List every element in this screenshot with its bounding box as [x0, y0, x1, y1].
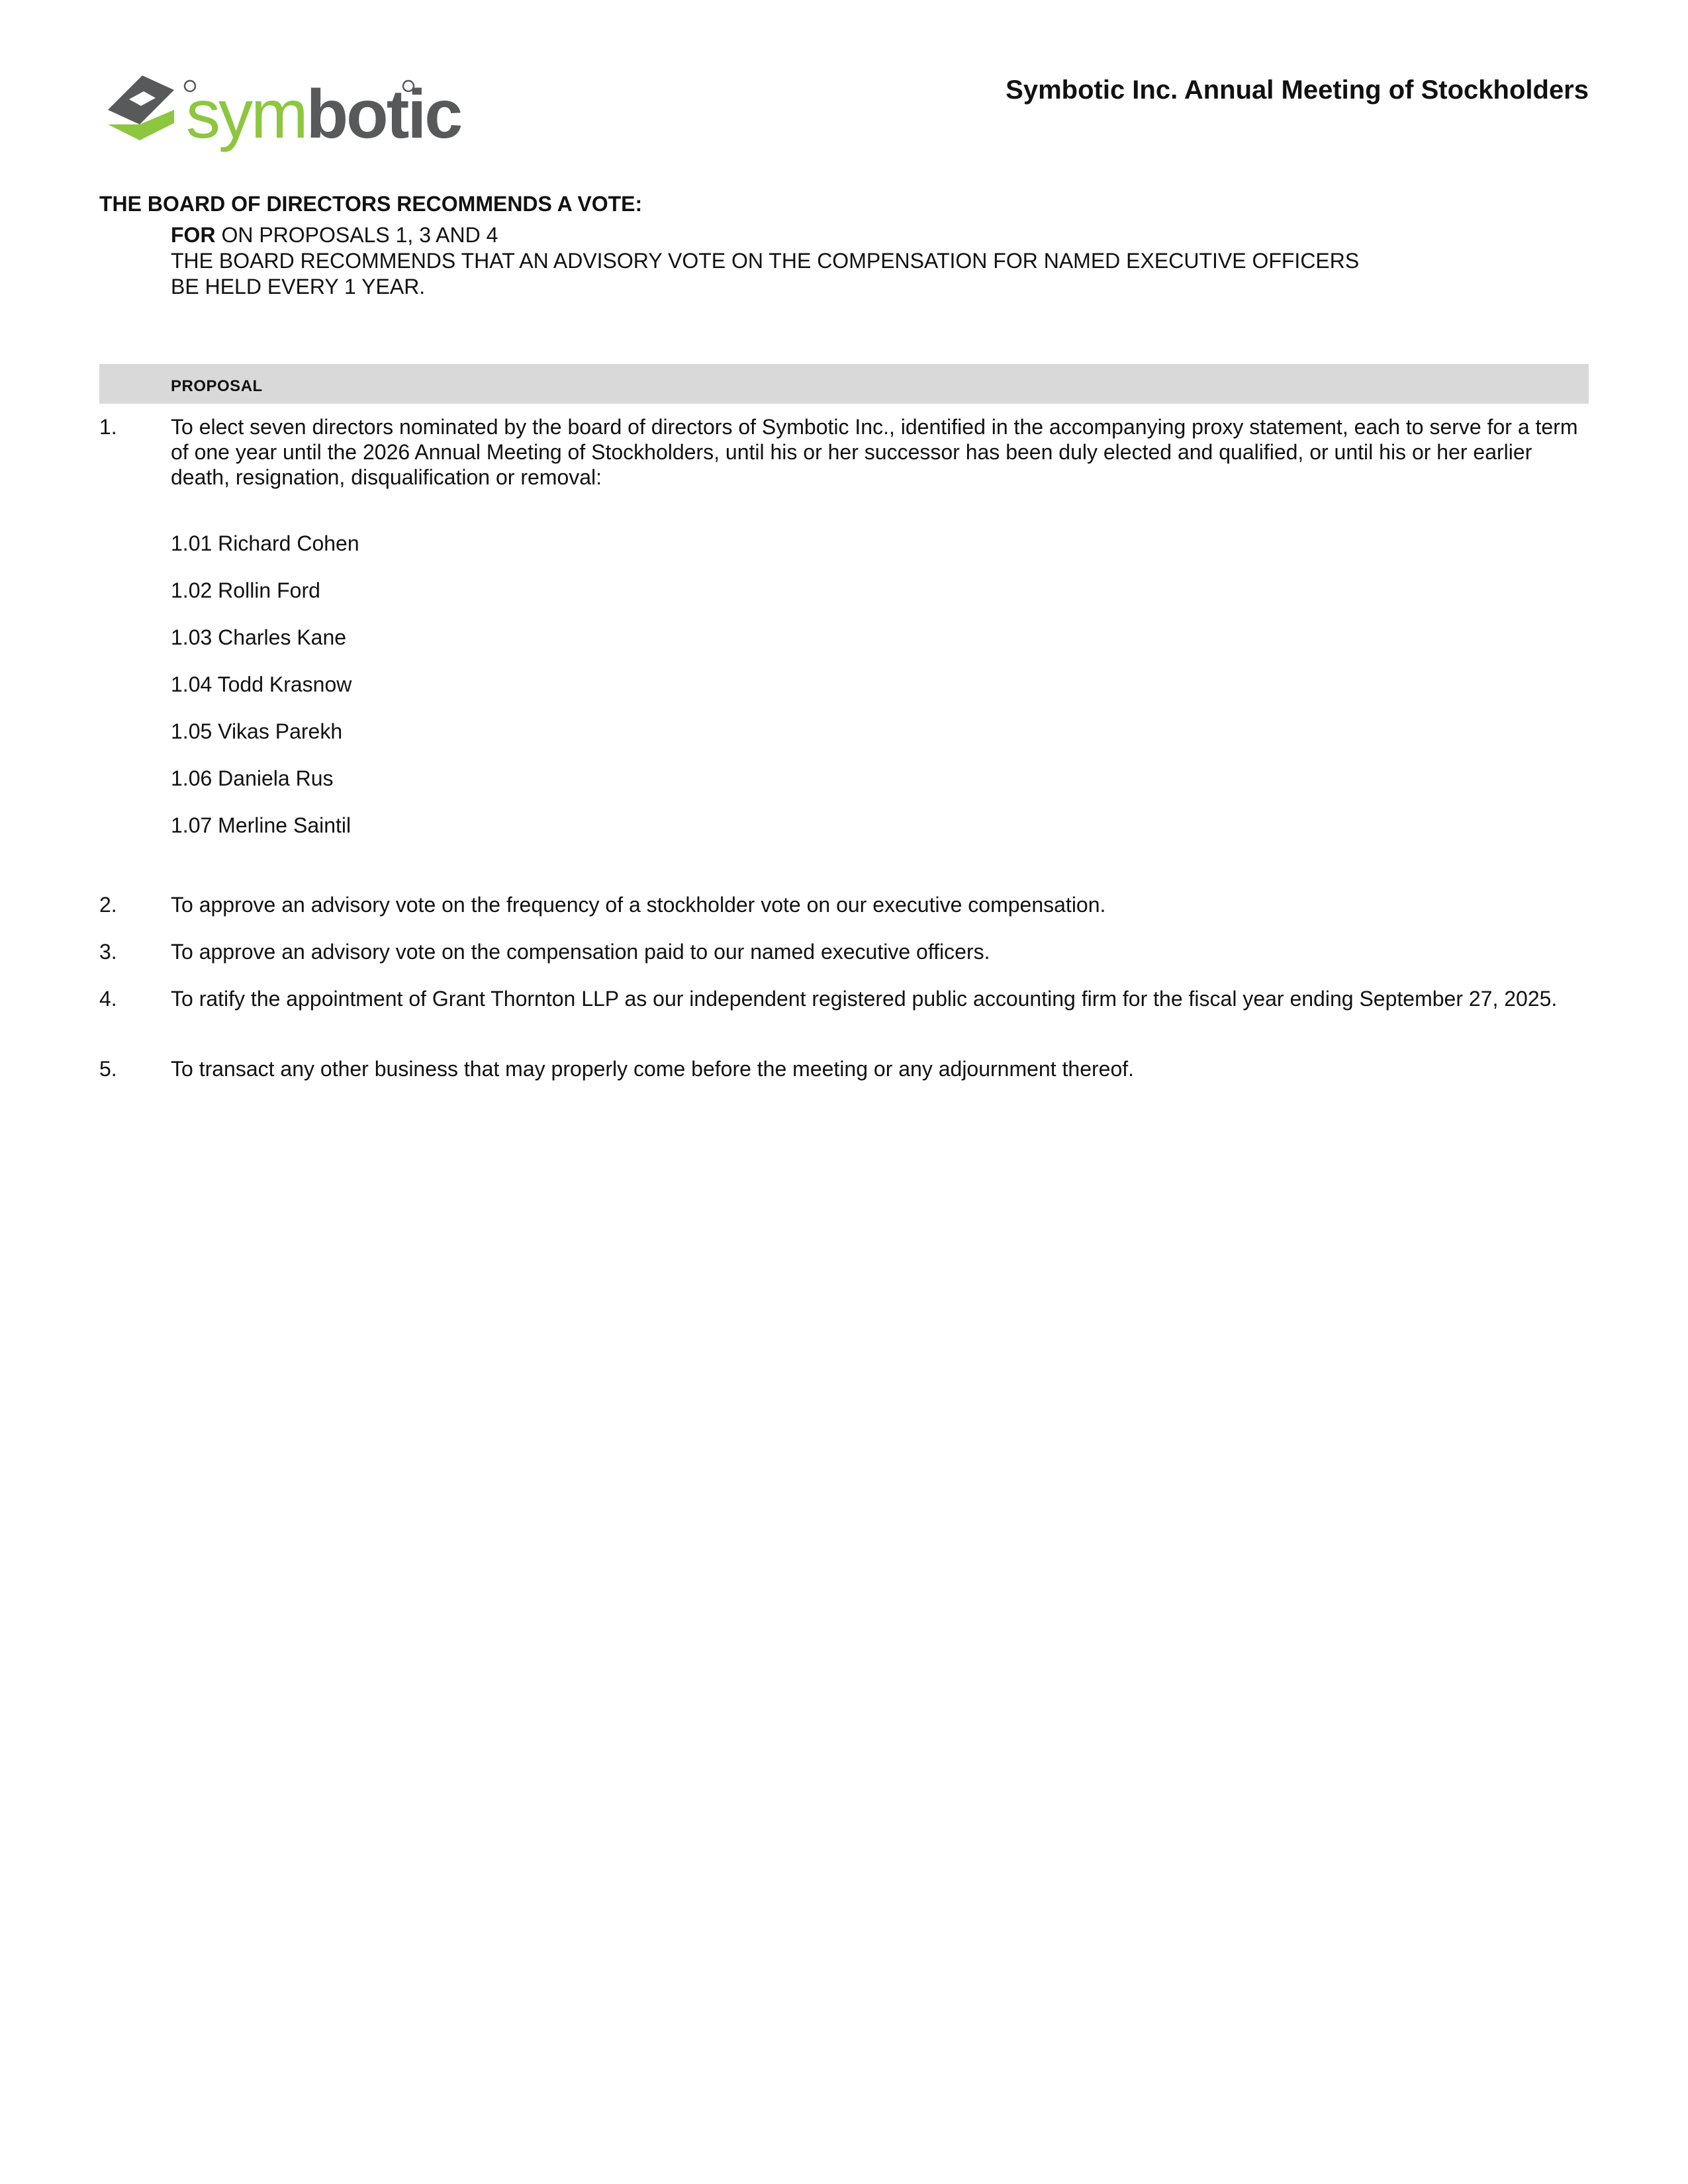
nominee-item: 1.01 Richard Cohen — [171, 531, 359, 555]
nominee-item: 1.07 Merline Saintil — [171, 813, 352, 837]
nominee-item: 1.03 Charles Kane — [171, 625, 347, 649]
logo-text-light: sym — [186, 76, 306, 153]
proposal-number: 5. — [99, 1057, 117, 1081]
proposal-text: To ratify the appointment of Grant Thornton LLP as our independent registered public accounting firm for the fiscal year ending September 27, 2025. — [171, 987, 1558, 1011]
frequency-recommendation-line-1: THE BOARD RECOMMENDS THAT AN ADVISORY VOTE ON THE COMPENSATION FOR NAMED EXECUTIVE OFFICERS — [171, 249, 1360, 273]
board-recommendation-block — [171, 222, 1359, 300]
proposal-item — [99, 1056, 1589, 1081]
nominee-item: 1.06 Daniela Rus — [171, 766, 334, 790]
symbotic-s-mark-icon — [108, 75, 174, 140]
proposal-item — [99, 892, 1589, 917]
proposal-text: To approve an advisory vote on the compensation paid to our named executive officers. — [171, 940, 990, 964]
proposal-text: To elect seven directors nominated by the board of directors of Symbotic Inc., identified in the accompanying proxy statement, each to serve for a term of one year until the 2026 Annual Meeting of Stockholders, until his or her successor has been duly elected and qualified, or until his or her earlier death, resignation, disqualification or removal: — [171, 415, 1578, 489]
recommendation-for-line — [171, 222, 1359, 248]
nominee-list — [171, 531, 359, 860]
for-label: FOR — [171, 223, 216, 247]
proposal-header-label: PROPOSAL — [171, 377, 263, 395]
proposal-item — [99, 986, 1589, 1011]
document-title: Symbotic Inc. Annual Meeting of Stockholders — [1006, 75, 1589, 105]
proposal-header-bar — [99, 364, 1589, 404]
proposal-text: To approve an advisory vote on the frequency of a stockholder vote on our executive compensation. — [171, 893, 1106, 917]
symbotic-logo — [103, 71, 461, 153]
nominee-item: 1.02 Rollin Ford — [171, 578, 320, 602]
nominee-item: 1.05 Vikas Parekh — [171, 719, 343, 743]
proposal-item — [99, 414, 1589, 490]
nominee-item: 1.04 Todd Krasnow — [171, 672, 352, 696]
proposal-text: To transact any other business that may properly come before the meeting or any adjournment thereof. — [171, 1057, 1135, 1081]
board-recommendation-heading: THE BOARD OF DIRECTORS RECOMMENDS A VOTE: — [99, 192, 643, 216]
proposal-number: 3. — [99, 940, 117, 964]
logo-text-bold: botic — [306, 76, 461, 153]
for-proposals-text: ON PROPOSALS 1, 3 AND 4 — [215, 223, 498, 247]
svg-text:symbotic — [186, 76, 461, 153]
proposal-number: 1. — [99, 415, 117, 439]
proposal-number: 2. — [99, 893, 117, 917]
frequency-recommendation-line-2: BE HELD EVERY 1 YEAR. — [171, 275, 426, 298]
proposal-item — [99, 939, 1589, 964]
proposal-number: 4. — [99, 987, 117, 1011]
